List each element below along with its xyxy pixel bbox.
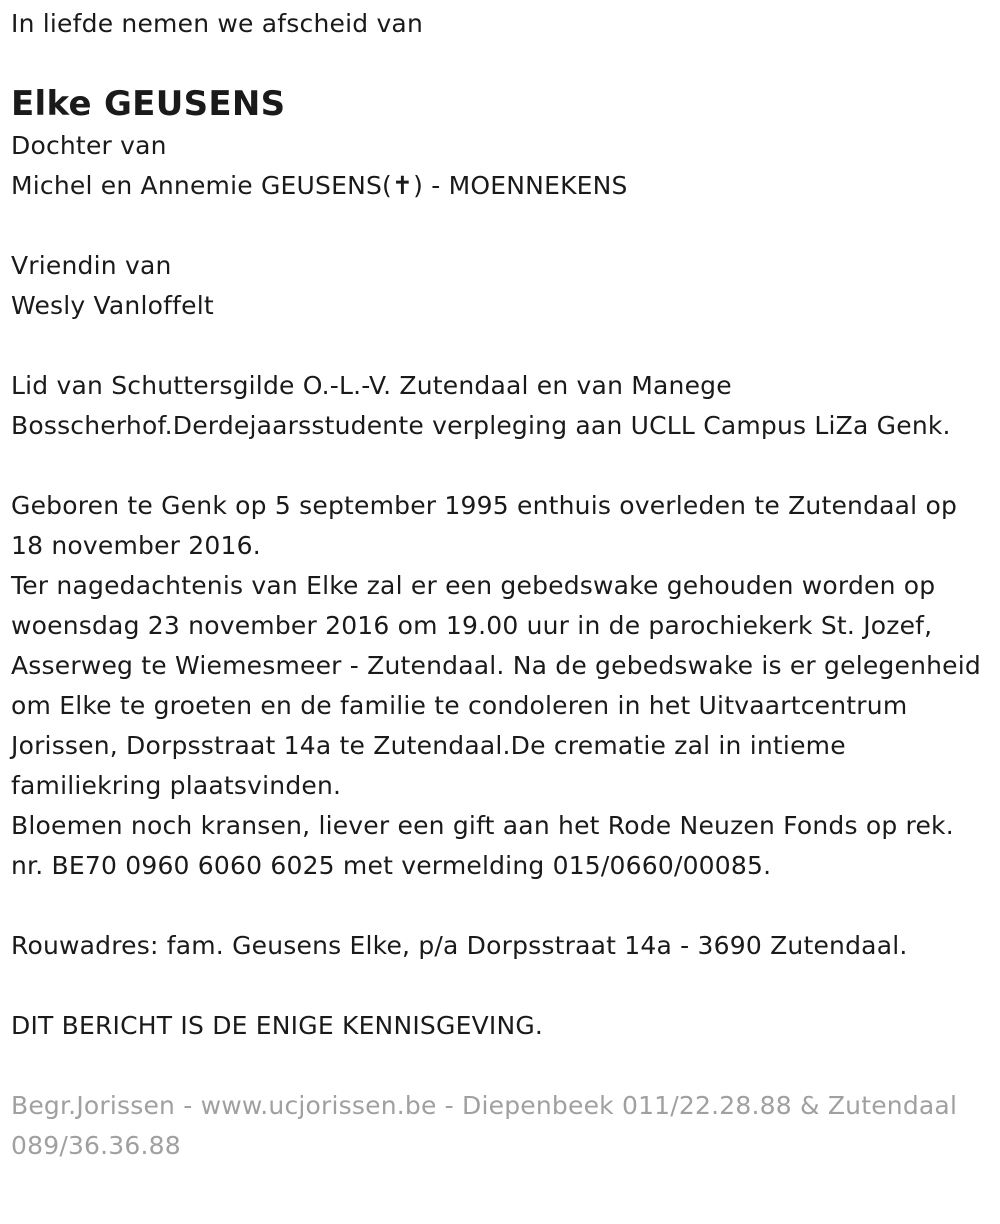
spacer [11,326,991,366]
friend-label: Vriendin van [11,251,172,280]
membership-text: Lid van Schuttersgilde O.-L.-V. Zutendaal en van Manege Bosscherhof.Derdejaarsstudente verpleging aan UCLL Campus LiZa Genk. [11,371,951,440]
only-notice-text: DIT BERICHT IS DE ENIGE KENNISGEVING. [11,1011,544,1040]
flowers-text: Bloemen noch kransen, liever een gift aan het Rode Neuzen Fonds op rek. nr. BE70 0960 6060 6025 met vermelding 015/0660/00085. [11,811,963,880]
wake-text: Ter nagedachtenis van Elke zal er een gebedswake gehouden worden op woensdag 23 november 2016 om 19.00 uur in de parochiekerk St. Jozef, Asserweg te Wiemesmeer - Zutendaal. Na de gebedswake is er gelegenheid om Elke te groeten en de familie te condoleren in het Uitvaartcentrum Jorissen, Dorpsstraat 14a te Zutendaal.De crematie zal in intieme familiekring plaatsvinden. [11,571,990,800]
spacer [11,206,991,246]
funeral-home-footer: Begr.Jorissen - www.ucjorissen.be - Diepenbeek 011/22.28.88 & Zutendaal 089/36.36.88 [11,1091,966,1160]
deceased-name: Elke GEUSENS [11,84,286,124]
spacer [11,886,991,926]
mourning-address: Rouwadres: fam. Geusens Elke, p/a Dorpsstraat 14a - 3690 Zutendaal. [11,931,908,960]
friend-name: Wesly Vanloffelt [11,291,214,320]
parents-names: Michel en Annemie GEUSENS(✝) - MOENNEKENS [11,171,628,200]
spacer [11,966,991,1006]
parents-label: Dochter van [11,131,167,160]
obituary-notice [11,4,991,1166]
birth-death-text: Geboren te Genk op 5 september 1995 enthuis overleden te Zutendaal op 18 november 2016. [11,491,966,560]
spacer [11,1046,991,1086]
intro-text: In liefde nemen we afscheid van [11,9,423,38]
spacer [11,446,991,486]
